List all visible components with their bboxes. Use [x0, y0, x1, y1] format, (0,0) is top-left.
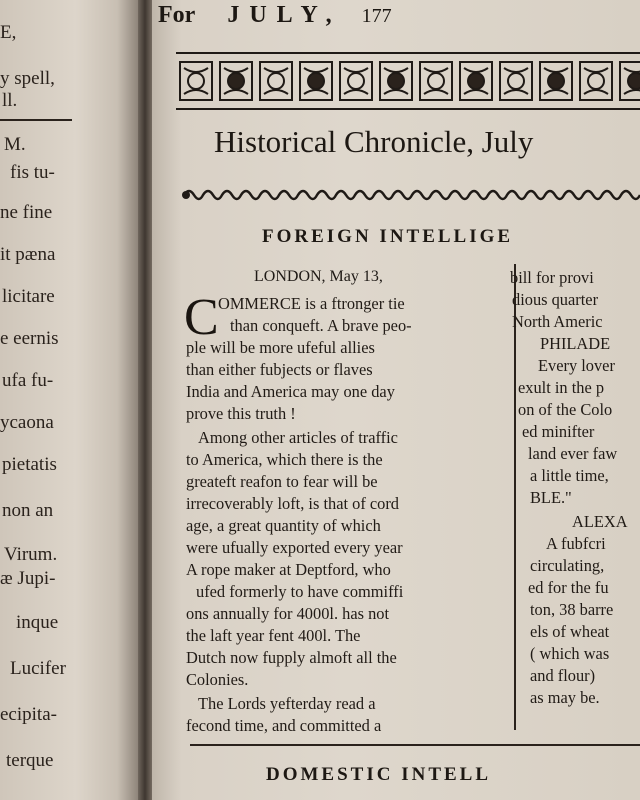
column-one-line: to America, which there is the: [186, 450, 383, 469]
column-two-line: Every lover: [538, 356, 615, 375]
column-one-line: than either fubjects or flaves: [186, 360, 373, 379]
column-one-line: prove this truth !: [186, 404, 296, 423]
left-page-line: ycaona: [0, 412, 54, 433]
column-two-line: dious quarter: [512, 290, 599, 309]
column-one-line: OMMERCE is a ftronger tie: [218, 294, 405, 313]
dateline: LONDON, May 13,: [254, 268, 383, 285]
column-two-line: a little time,: [530, 466, 609, 485]
left-page-line: terque: [6, 750, 54, 771]
column-two-line: ALEXA: [572, 512, 628, 531]
column-one-line: the laft year fent 400l. The: [186, 626, 361, 645]
scroll-rule-ornament-icon: [180, 185, 640, 205]
column-two-line: ed minifter: [522, 422, 595, 441]
column-one-line: ple will be more ufeful allies: [186, 338, 375, 357]
column-one-line: Among other articles of traffic: [198, 428, 398, 447]
left-page-line: E,: [0, 22, 17, 43]
column-two-line: on of the Colo: [518, 400, 613, 419]
column-one-line: The Lords yefterday read a: [198, 694, 376, 713]
left-page-line: æ Jupi-: [0, 568, 56, 589]
drop-cap: C: [184, 289, 219, 346]
left-page-line: ufa fu-: [2, 370, 54, 391]
column-one-line: India and America may one day: [186, 382, 395, 401]
left-page-line: M.: [4, 134, 26, 155]
floral-ornament-icon: [176, 56, 640, 106]
header-for: For: [158, 2, 196, 28]
column-divider: [514, 264, 516, 730]
left-page-line: y spell,: [0, 68, 55, 89]
foreign-intelligence-heading: FOREIGN INTELLIGE: [262, 226, 514, 247]
left-page-line: ecipita-: [0, 704, 57, 725]
column-one-line: Dutch now fupply almoft all the: [186, 648, 397, 667]
section-rule: [190, 744, 640, 746]
ornament-band: [176, 52, 640, 110]
column-two-line: els of wheat: [530, 622, 610, 641]
column-one-line: age, a great quantity of which: [186, 516, 381, 535]
left-page-line: licitare: [2, 286, 55, 307]
left-page-line: Virum.: [4, 544, 58, 565]
column-two-line: ed for the fu: [528, 578, 609, 597]
header-month: JULY,: [227, 2, 342, 28]
left-page-line: pietatis: [2, 454, 57, 475]
column-two-line: exult in the p: [518, 378, 605, 397]
column-one-line: A rope maker at Deptford, who: [186, 560, 391, 579]
left-page-line: Lucifer: [10, 658, 66, 679]
column-two-line: bill for provi: [510, 268, 594, 287]
page-title: Historical Chronicle, July: [214, 124, 534, 159]
book-gutter: [138, 0, 152, 800]
column-two-line: ( which was: [530, 644, 610, 663]
column-two-line: as may be.: [530, 688, 600, 707]
column-two-line: circulating,: [530, 556, 605, 575]
column-two-line: A fubfcri: [546, 534, 606, 553]
left-page-line: inque: [16, 612, 59, 633]
column-one-line: irrecoverably loft, is that of cord: [186, 494, 399, 513]
left-page-rule: [0, 119, 72, 121]
column-one-line: greateft reafon to fear will be: [186, 472, 378, 491]
column-two-line: North Americ: [512, 312, 603, 331]
column-two-line: BLE.": [530, 488, 572, 507]
left-page-line: non an: [2, 500, 54, 521]
column-one-line: were ufually exported every year: [186, 538, 403, 557]
column-one-line: than conqueft. A brave peo-: [230, 316, 412, 335]
left-page: [0, 0, 138, 800]
left-page-line: it pæna: [0, 244, 56, 265]
column-one-line: fecond time, and committed a: [186, 716, 382, 735]
column-one-line: ufed formerly to have commiffi: [196, 582, 404, 601]
left-page-line: ne fine: [0, 202, 53, 223]
column-two-line: land ever faw: [528, 444, 618, 463]
domestic-intelligence-heading: DOMESTIC INTELL: [266, 764, 492, 785]
scroll-rule: [180, 185, 640, 205]
running-header: [158, 2, 392, 29]
column-one-line: ons annually for 4000l. has not: [186, 604, 390, 623]
column-one-line: Colonies.: [186, 670, 249, 689]
page-number: 177: [361, 5, 392, 27]
left-page-line: e eernis: [0, 328, 59, 349]
column-two-line: and flour): [530, 666, 596, 685]
left-page-line: ll.: [2, 90, 18, 111]
left-page-line: fis tu-: [10, 162, 55, 183]
column-two-line: ton, 38 barre: [530, 600, 614, 619]
column-two-line: PHILADE: [540, 334, 611, 353]
